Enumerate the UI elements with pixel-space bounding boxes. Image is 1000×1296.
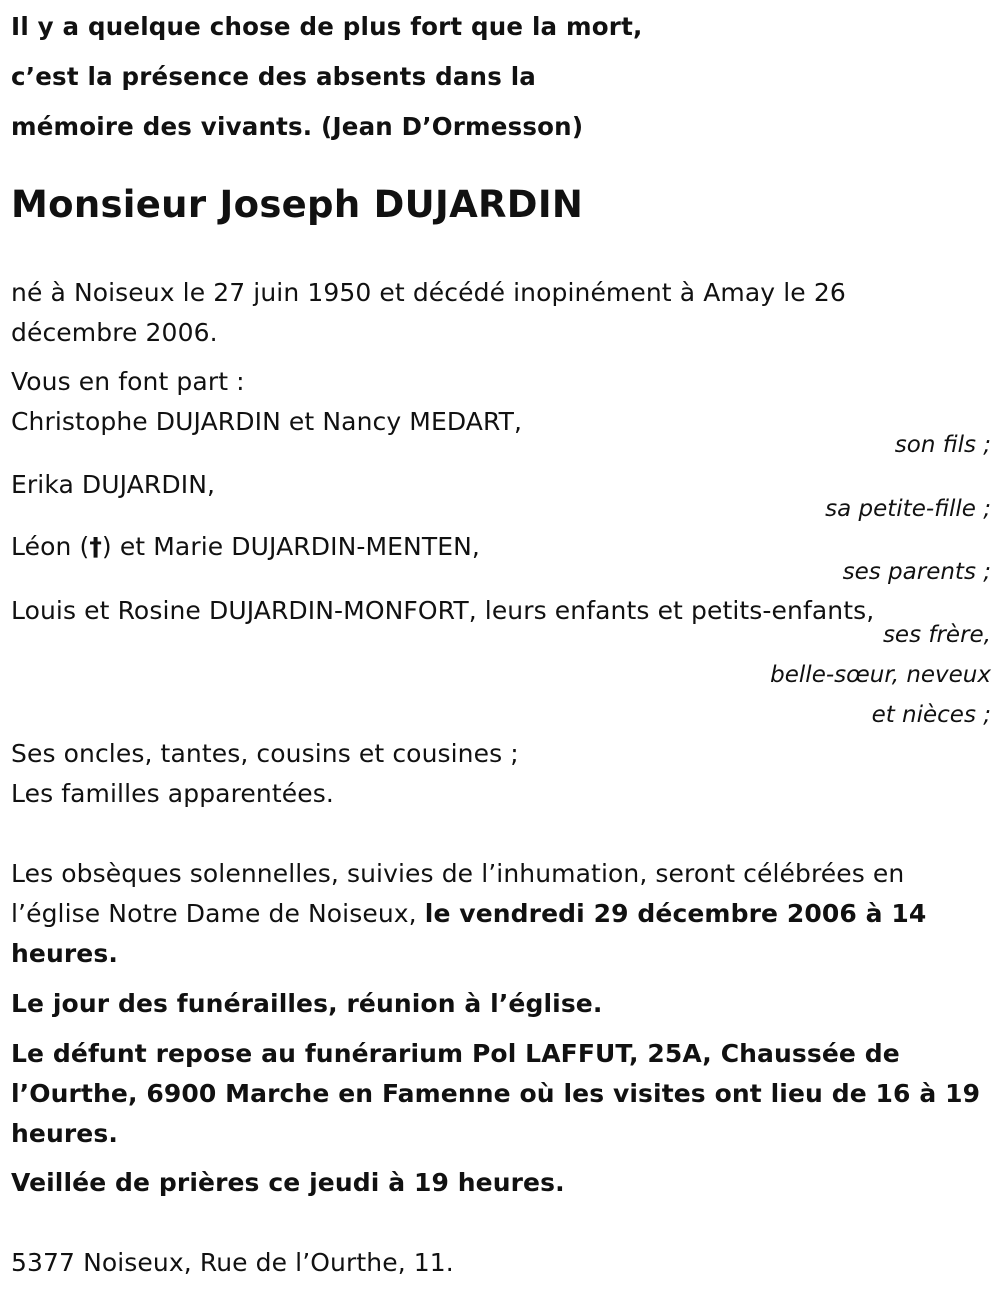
funeral-date: le vendredi 29 décembre 2006 à 14 — [424, 899, 927, 928]
family-relation: belle-sœur, neveux — [770, 662, 991, 688]
family-relation: son fils ; — [894, 432, 991, 458]
address-line: 5377 Noiseux, Rue de l’Ourthe, 11. — [11, 1248, 454, 1277]
family-relation: et nièces ; — [871, 702, 991, 728]
birth-death-line: né à Noiseux le 27 juin 1950 et décédé inopinément à Amay le 26 — [11, 278, 846, 307]
other-relatives-line: Ses oncles, tantes, cousins et cousines ; — [11, 739, 519, 768]
birth-death-line: décembre 2006. — [11, 318, 218, 347]
quote-line: c’est la présence des absents dans la — [11, 62, 537, 91]
funeral-line: heures. — [11, 939, 118, 968]
epigraph-quote — [11, 2, 643, 152]
family-member-names — [11, 527, 480, 567]
family-member-names: Louis et Rosine DUJARDIN-MONFORT, leurs enfants et petits-enfants, — [11, 596, 875, 625]
funeral-line — [11, 894, 926, 934]
family-member-names: Christophe DUJARDIN et Nancy MEDART, — [11, 407, 523, 436]
quote-line: Il y a quelque chose de plus fort que la mort, — [11, 12, 643, 41]
announcement-line: Vous en font part : — [11, 367, 245, 396]
rest-line: heures. — [11, 1119, 118, 1148]
family-relation: ses frère, — [882, 622, 991, 648]
names-before-cross: Léon ( — [11, 532, 90, 561]
family-relation: sa petite-fille ; — [825, 496, 991, 522]
rest-line: Le défunt repose au funérarium Pol LAFFUT, 25A, Chaussée de — [11, 1039, 900, 1068]
funeral-line: Les obsèques solennelles, suivies de l’inhumation, seront célébrées en — [11, 859, 905, 888]
deceased-name-title: Monsieur Joseph DUJARDIN — [11, 183, 584, 226]
cross-icon: † — [89, 532, 102, 561]
meeting-line: Le jour des funérailles, réunion à l’église. — [11, 989, 603, 1018]
vigil-line: Veillée de prières ce jeudi à 19 heures. — [11, 1168, 565, 1197]
other-relatives-line: Les familles apparentées. — [11, 779, 334, 808]
family-relation: ses parents ; — [842, 559, 991, 585]
funeral-place: l’église Notre Dame de Noiseux, — [11, 899, 425, 928]
quote-line: mémoire des vivants. (Jean D’Ormesson) — [11, 112, 584, 141]
family-member-names: Erika DUJARDIN, — [11, 470, 216, 499]
rest-line: l’Ourthe, 6900 Marche en Famenne où les visites ont lieu de 16 à 19 — [11, 1079, 981, 1108]
names-after-cross: ) et Marie DUJARDIN-MENTEN, — [101, 532, 480, 561]
